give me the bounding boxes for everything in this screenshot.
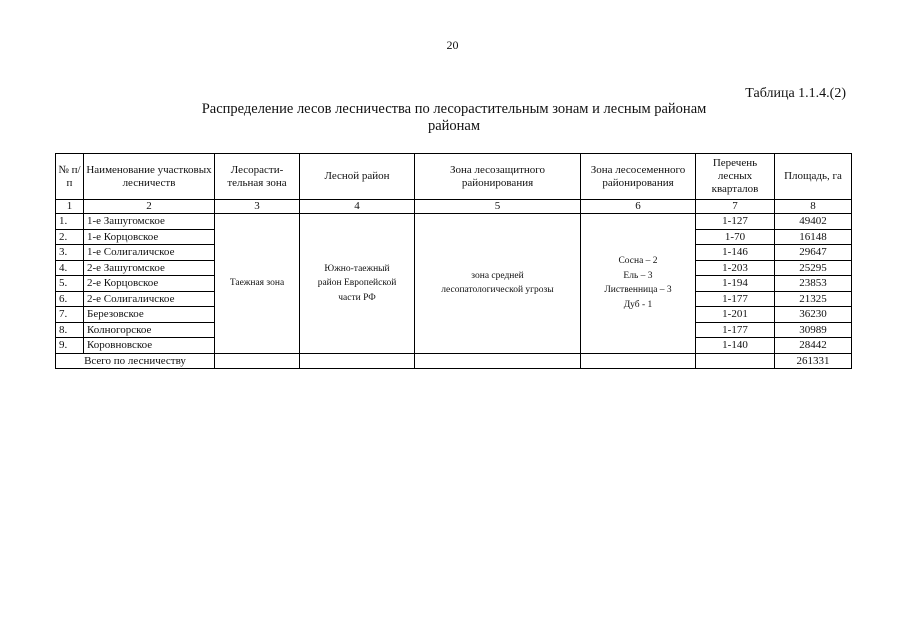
- protection-zone-cell-line: зона средней: [471, 270, 524, 281]
- header-protection-zone: Зона лесозащитного районирования: [415, 154, 581, 200]
- header-forest-region: Лесной район: [300, 154, 415, 200]
- row-name: 1-е Солигаличское: [84, 245, 215, 261]
- row-number: 1.: [56, 214, 84, 230]
- forest-region-cell-line: район Европейской: [317, 278, 397, 288]
- row-name: 2-е Корцовское: [84, 276, 215, 292]
- row-quarters: 1-203: [696, 260, 775, 276]
- total-empty-cell: [300, 353, 415, 369]
- header-row: [56, 154, 852, 200]
- column-number: 4: [300, 200, 415, 214]
- seed-zone-cell-line: Сосна – 2: [618, 256, 658, 267]
- row-area: 21325: [775, 291, 852, 307]
- row-area: 23853: [775, 276, 852, 292]
- total-empty-cell: [415, 353, 581, 369]
- row-quarters: 1-194: [696, 276, 775, 292]
- total-empty-cell: [581, 353, 696, 369]
- column-number: 8: [775, 200, 852, 214]
- column-number: 1: [56, 200, 84, 214]
- total-row: [56, 353, 852, 369]
- row-quarters: 1-177: [696, 291, 775, 307]
- total-empty-cell: [215, 353, 300, 369]
- forest-zone-cell: Таежная зона: [215, 214, 300, 354]
- row-number: 8.: [56, 322, 84, 338]
- row-area: 25295: [775, 260, 852, 276]
- row-area: 30989: [775, 322, 852, 338]
- row-number: 3.: [56, 245, 84, 261]
- total-label: Всего по лесничеству: [56, 353, 215, 369]
- row-number: 6.: [56, 291, 84, 307]
- row-quarters: 1-201: [696, 307, 775, 323]
- column-number: 5: [415, 200, 581, 214]
- forest-region-cell-line: Южно-таежный: [324, 263, 390, 274]
- row-number: 9.: [56, 338, 84, 354]
- row-number: 5.: [56, 276, 84, 292]
- row-area: 28442: [775, 338, 852, 354]
- row-area: 16148: [775, 229, 852, 245]
- header-forest-zone: Лесорасти-тельная зона: [215, 154, 300, 200]
- row-quarters: 1-177: [696, 322, 775, 338]
- header-num: № п/п: [56, 154, 84, 200]
- seed-zone-cell-line: Ель – 3: [623, 270, 653, 281]
- row-quarters: 1-127: [696, 214, 775, 230]
- row-name: 2-е Зашугомское: [84, 260, 215, 276]
- table-id: Таблица 1.1.4.(2): [745, 86, 846, 101]
- row-number: 7.: [56, 307, 84, 323]
- row-name: 2-е Солигаличское: [84, 291, 215, 307]
- row-name: 1-е Зашугомское: [84, 214, 215, 230]
- row-number: 2.: [56, 229, 84, 245]
- column-number: 7: [696, 200, 775, 214]
- row-name: 1-е Корцовское: [84, 229, 215, 245]
- row-quarters: 1-140: [696, 338, 775, 354]
- seed-zone-cell-line: Дуб - 1: [623, 299, 653, 310]
- row-name: Колногорское: [84, 322, 215, 338]
- protection-zone-cell: [415, 214, 581, 354]
- header-seed-zone: Зона лесосеменного районирования: [581, 154, 696, 200]
- total-empty-cell: [696, 353, 775, 369]
- column-number: 3: [215, 200, 300, 214]
- row-number: 4.: [56, 260, 84, 276]
- title-line-1: Распределение лесов лесничества по лесорастительным зонам и лесным районам: [201, 101, 707, 117]
- protection-zone-cell-line: лесопатологической угрозы: [441, 285, 554, 296]
- page-number: 20: [446, 38, 459, 52]
- table-row: [56, 214, 852, 230]
- seed-zone-cell-line: Лиственница – 3: [604, 285, 672, 296]
- forest-region-cell: [300, 214, 415, 354]
- header-area: Площадь, га: [775, 154, 852, 200]
- table-title: [180, 101, 728, 135]
- row-area: 49402: [775, 214, 852, 230]
- forest-distribution-table: [55, 153, 852, 369]
- title-line-2: районам: [427, 118, 481, 134]
- row-quarters: 1-146: [696, 245, 775, 261]
- row-name: Коровновское: [84, 338, 215, 354]
- row-area: 36230: [775, 307, 852, 323]
- total-area: 261331: [775, 353, 852, 369]
- column-number-row: [56, 200, 852, 214]
- row-name: Березовское: [84, 307, 215, 323]
- row-area: 29647: [775, 245, 852, 261]
- column-number: 6: [581, 200, 696, 214]
- header-name: Наименование участковых лесничеств: [84, 154, 215, 200]
- forest-region-cell-line: части РФ: [338, 292, 376, 303]
- row-quarters: 1-70: [696, 229, 775, 245]
- column-number: 2: [84, 200, 215, 214]
- header-quarters: Перечень лесных кварталов: [696, 154, 775, 200]
- seed-zone-cell: [581, 214, 696, 354]
